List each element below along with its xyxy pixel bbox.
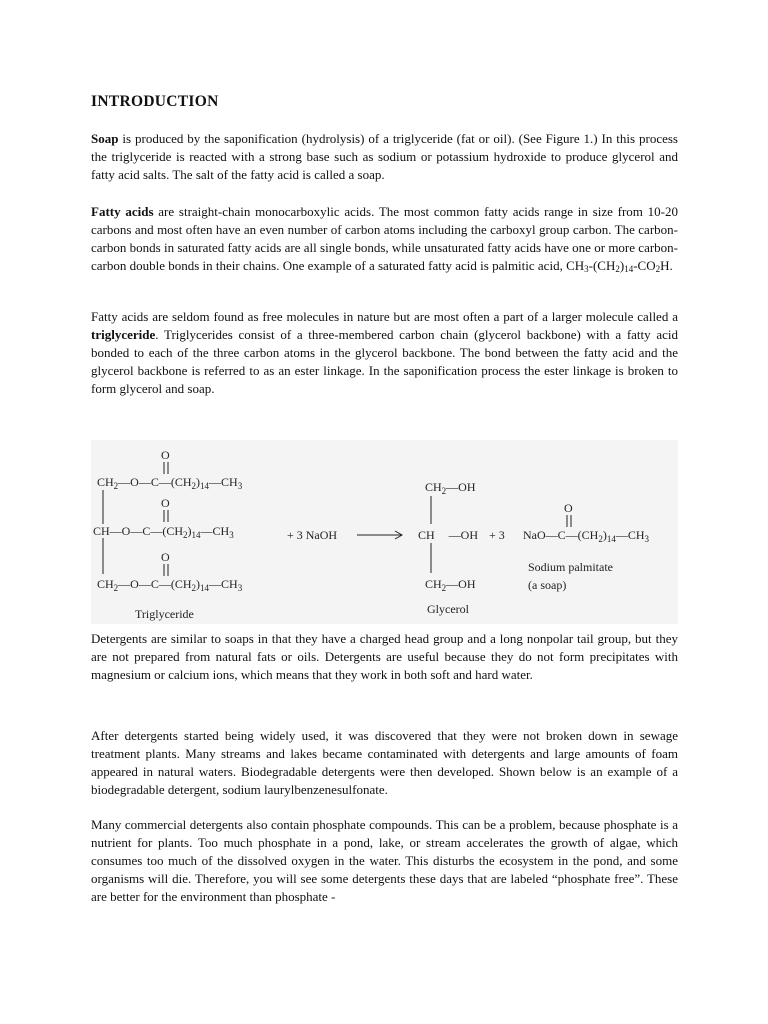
soap-label-note: (a soap) xyxy=(528,578,567,592)
formula-subscript: 3 xyxy=(584,264,589,274)
paragraph-triglyceride-text-a: Fatty acids are seldom found as free molecules in nature but are most often a part of a larger molecule called a xyxy=(91,309,678,324)
formula-subscript: 2 xyxy=(615,264,620,274)
reaction-diagram xyxy=(91,440,678,624)
ester-row-middle: $CH—O—C—(CH_2)_{14}—CH_3$ xyxy=(93,524,234,540)
term-soap: Soap xyxy=(91,131,119,146)
carbonyl-oxygen-top: O xyxy=(161,448,170,462)
formula-part: H. xyxy=(660,258,673,273)
paragraph-fatty-acids xyxy=(91,203,678,276)
section-heading: INTRODUCTION xyxy=(91,93,219,110)
paragraph-soap-text: is produced by the saponification (hydrolysis) of a triglyceride (fat or oil). (See Figure 1.) In this process the triglyceride is reacted with a strong base such as sodium or potassium hydroxide to produce glycerol and fatty acid salts. The salt of the fatty acid is called a soap. xyxy=(91,131,678,182)
formula-subscript: 2 xyxy=(655,264,661,274)
paragraph-triglyceride-text-b: . Triglycerides consist of a three-membered carbon chain (glycerol backbone) with a fatty acid bonded to each of the three carbon atoms in the glycerol backbone. The bond between the fatty acid and the glycerol backbone is referred to as an ester linkage. In the saponification process the ester linkage is broken to form glycerol and soap. xyxy=(91,327,678,396)
formula-part: -CO xyxy=(633,258,656,273)
triglyceride-label: Triglyceride xyxy=(135,607,194,621)
paragraph-triglyceride xyxy=(91,308,678,398)
formula-part: ) xyxy=(619,258,625,273)
paragraph-detergents: Detergents are similar to soaps in that they have a charged head group and a long nonpolar tail group, but they are not prepared from natural fats or oils. Detergents are useful because they do not form precipitates with magnesium or calcium ions, which means that they work in both soft and hard water. xyxy=(91,631,678,682)
glycerol-label: Glycerol xyxy=(427,602,469,616)
carbonyl-oxygen-bottom: O xyxy=(161,550,170,564)
carbonyl-oxygen-middle: O xyxy=(161,496,170,510)
term-fatty-acids: Fatty acids xyxy=(91,204,154,219)
term-triglyceride: triglyceride xyxy=(91,327,156,342)
formula-part: -(CH xyxy=(588,258,616,273)
saponification-figure xyxy=(91,440,678,624)
formula-subscript: 14 xyxy=(624,264,634,274)
ester-row-top: $CH_2—O—C—(CH_2)_{14}—CH_3$ xyxy=(97,475,243,491)
soap-coefficient: + 3 xyxy=(489,528,505,542)
paragraph-fatty-acids-text: are straight-chain monocarboxylic acids. The most common fatty acids range in size from 10-20 carbons and most often have an even number of carbon atoms including the carboxyl group carbon. The carbon-carbon bonds in saturated fatty acids are all single bonds, while unsaturated fatty acids have one or more carbon-carbon double bonds in their chains. One example of a saturated fatty acid is palmitic acid, xyxy=(91,204,678,273)
ester-row-bottom: $CH_2—O—C—(CH_2)_{14}—CH_3$ xyxy=(97,577,243,593)
glycerol-top: $CH_2—OH$ xyxy=(425,480,476,496)
carbonyl-oxygen-soap: O xyxy=(564,501,573,515)
glycerol-bottom: $CH_2—OH$ xyxy=(425,577,476,593)
reagent-naoh: + 3 NaOH xyxy=(287,528,338,542)
formula-part: CH xyxy=(566,258,585,273)
paragraph-soap xyxy=(91,130,678,184)
paragraph-biodegradable: After detergents started being widely used, it was discovered that they were not broken down in sewage treatment plants. Many streams and lakes became contaminated with detergents and large amounts of foam appeared in natural waters. Biodegradable detergents were then developed. Shown below is an example of a biodegradable detergent, sodium laurylbenzenesulfonate. xyxy=(91,728,678,797)
paragraph-phosphate: Many commercial detergents also contain phosphate compounds. This can be a problem, because phosphate is a nutrient for plants. Too much phosphate in a pond, lake, or stream accelerates the growth of algae, which consumes too much of the dissolved oxygen in the water. This disturbs the ecosystem in the pond, and some organisms will die. Therefore, you will see some detergents these days that are labeled “phosphate free”. These are better for the environment than phosphate - xyxy=(91,817,678,904)
glycerol-middle: CH —OH xyxy=(418,528,479,542)
soap-formula: $NaO—C—(CH_2)_{14}—CH_3$ xyxy=(523,528,649,544)
soap-label-name: Sodium palmitate xyxy=(528,560,613,574)
